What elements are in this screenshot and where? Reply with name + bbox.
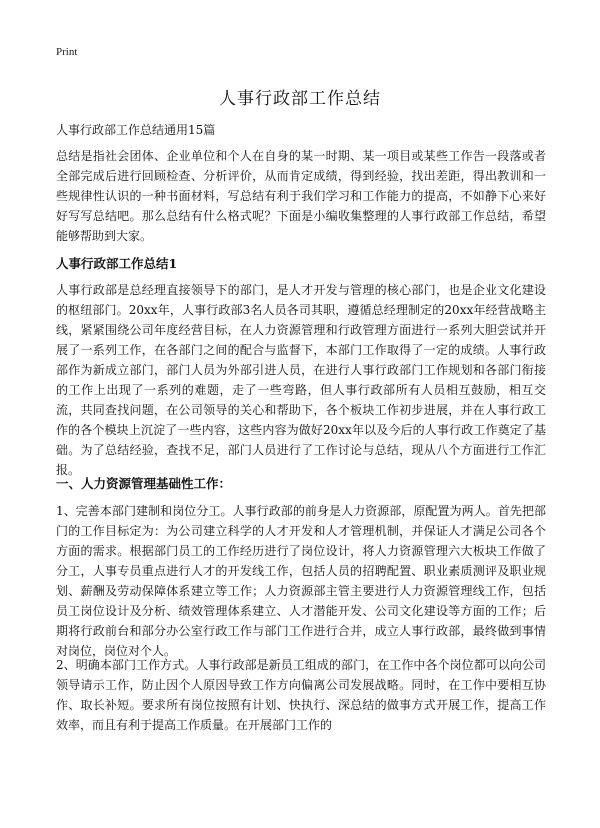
- intro-paragraph: 总结是指社会团体、企业单位和个人在自身的某一时期、某一项目或某些工作告一段落或者全部完成后进行回顾检查、分析评价，从而肯定成绩，得到经验，找出差距，得出教训和一些规律性认识的一种书面材料，写总结有利于我们学习和工作能力的提高，不如静下心来好好写写总结吧。那么总结有什么格式呢？下面是小编收集整理的人事行政部工作总结，希望能够帮助到大家。: [56, 149, 546, 243]
- list-item-paragraph: 2、明确本部门工作方式。人事行政部是新员工组成的部门，在工作中各个岗位都可以向公司领导请示工作，防止因个人原因导致工作方向偏离公司发展战略。同时，在工作中要相互协作、取长补短。要求所有岗位按照有计划、快执行、深总结的做事方式开展工作，提高工作效率，而且有利于提高工作质量。在开展部门工作的: [56, 658, 546, 732]
- document-subtitle: 人事行政部工作总结通用15篇: [56, 123, 216, 137]
- part-heading: 一、人力资源管理基础性工作：: [56, 476, 232, 491]
- document-title: 人事行政部工作总结: [219, 89, 381, 109]
- section-body-paragraph: 人事行政部是总经理直接领导下的部门，是人才开发与管理的核心部门，也是企业文化建设的枢纽部门。20xx年，人事行政部3名人员各司其职，遵循总经理制定的20xx年经营战略主线，紧紧围绕公司年度经营目标，在人力资源管理和行政管理方面进行一系列大胆尝试并开展了一系列工作，在各部门之间的配合与监督下，本部门工作取得了一定的成绩。人事行政部作为新成立部门，部门人员为外部引进人员，在进行人事行政部门工作规划和各部门衔接的工作上出现了一系列的难题，走了一些弯路，但人事行政部所有人员相互鼓励，相互交流，共同查找问题，在公司领导的关心和帮助下，各个板块工作初步进展，并在人事行政工作的各个模块上沉淀了一些内容，这些内容为做好20xx年以及今后的人事行政工作奠定了基础。为了总结经验，查找不足，部门人员进行了工作讨论与总结，现从八个方面进行工作汇报。: [56, 283, 546, 477]
- print-label: Print: [56, 46, 78, 58]
- section-heading: 人事行政部工作总结1: [56, 256, 178, 271]
- list-item-paragraph: 1、完善本部门建制和岗位分工。人事行政部的前身是人力资源部，原配置为两人。首先把部门的工作目标定为：为公司建立科学的人才开发和人才管理机制，并保证人才满足公司各个方面的需求。根据部门员工的工作经历进行了岗位设计，将人力资源管理六大板块工作做了分工，人事专员重点进行人才的开发线工作，包括人员的招聘配置、职业素质测评及职业规划、薪酬及劳动保障体系建立等工作；人力资源部主管主要进行人力资源管理线工作，包括员工岗位设计及分析、绩效管理体系建立、人才潜能开发、公司文化建设等方面的工作；后期将行政前台和部分办公室行政工作与部门工作进行合并，成立人事行政部，最终做到事情对岗位，岗位对个人。: [56, 504, 546, 658]
